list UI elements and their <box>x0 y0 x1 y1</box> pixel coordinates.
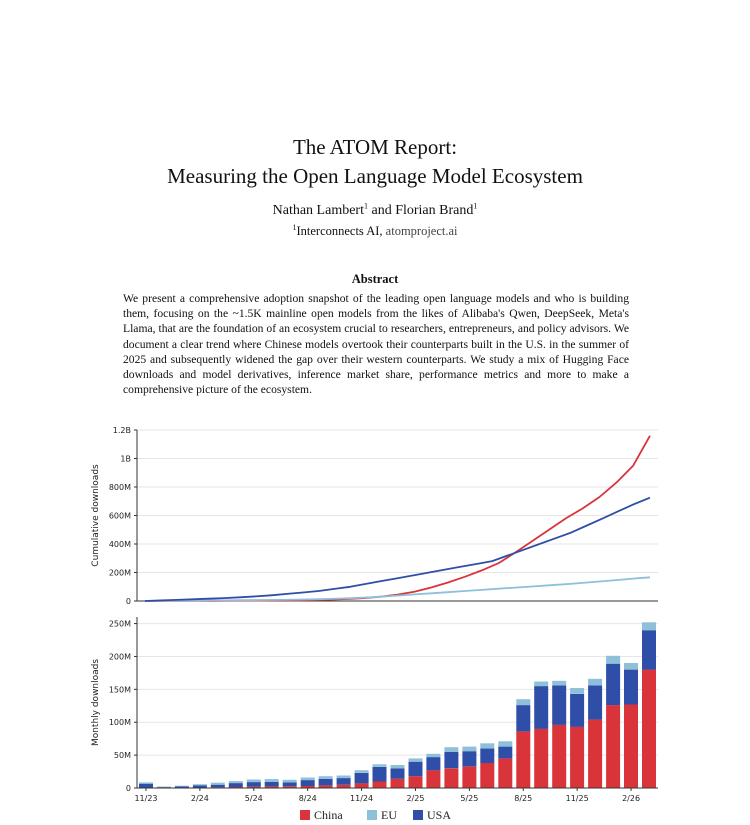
affiliation-mark: 1 <box>363 201 368 211</box>
x-tick-label: 2/26 <box>622 794 641 803</box>
bar-china <box>409 776 423 788</box>
bar-usa <box>534 686 548 729</box>
bar-usa <box>624 670 638 705</box>
author-name: Nathan Lambert <box>272 203 364 218</box>
bar-eu <box>642 622 656 630</box>
bar-china <box>642 670 656 788</box>
bar-china <box>516 731 530 788</box>
x-tick-label: 5/24 <box>244 794 263 803</box>
bar-usa <box>480 749 494 764</box>
y-tick-label: 250M <box>108 619 131 629</box>
legend-swatch-eu <box>367 810 377 820</box>
y-tick-label: 0 <box>125 597 131 606</box>
bar-china <box>624 705 638 789</box>
bar-usa <box>570 694 584 727</box>
affiliation-mark: 1 <box>473 201 478 211</box>
bar-eu <box>534 682 548 687</box>
bar-usa <box>462 751 476 766</box>
bar-eu <box>426 754 440 757</box>
y-tick-label: 150M <box>108 685 131 695</box>
author-connector: and <box>367 203 396 218</box>
x-tick-label: 11/25 <box>565 794 589 803</box>
bar-eu <box>355 770 369 773</box>
x-tick-label: 11/23 <box>134 794 158 803</box>
bar-china <box>534 729 548 788</box>
bar-eu <box>391 765 405 768</box>
x-tick-label: 8/24 <box>298 794 317 803</box>
bar-eu <box>552 681 566 686</box>
bar-usa <box>247 782 261 787</box>
abstract-heading: Abstract <box>351 272 399 286</box>
y-tick-label: 400M <box>108 540 131 549</box>
bar-china <box>588 720 602 788</box>
bar-china <box>355 783 369 788</box>
bar-eu <box>606 656 620 664</box>
bar-china <box>462 766 476 788</box>
y-tick-label: 50M <box>113 751 131 761</box>
y-tick-label: 200M <box>108 568 131 578</box>
bar-usa <box>355 773 369 784</box>
bar-usa <box>642 630 656 670</box>
bar-usa <box>265 782 279 787</box>
bar-usa <box>337 778 351 785</box>
bar-usa <box>409 762 423 777</box>
bar-eu <box>444 747 458 752</box>
bar-usa <box>516 705 530 731</box>
legend-swatch-china <box>300 810 310 820</box>
bar-china <box>391 779 405 788</box>
bar-china <box>480 763 494 788</box>
legend-label: EU <box>381 808 397 822</box>
y-axis-label: Cumulative downloads <box>91 464 101 567</box>
bar-usa <box>211 785 225 788</box>
bar-eu <box>301 778 315 781</box>
y-tick-label: 800M <box>108 483 131 492</box>
paper-title-line2: Measuring the Open Language Model Ecosystem <box>167 164 583 188</box>
x-tick-label: 11/24 <box>350 794 374 803</box>
bar-eu <box>588 679 602 686</box>
bar-usa <box>373 767 387 782</box>
bar-usa <box>319 779 333 786</box>
bar-eu <box>229 781 243 783</box>
author-name: Florian Brand <box>395 203 474 218</box>
bar-eu <box>247 780 261 783</box>
x-tick-label: 8/25 <box>514 794 533 803</box>
affiliation-link[interactable]: atomproject.ai <box>385 224 458 238</box>
bar-eu <box>265 779 279 782</box>
bar-eu <box>462 747 476 752</box>
bar-eu <box>498 741 512 746</box>
bar-china <box>444 768 458 788</box>
bar-usa <box>139 784 153 788</box>
bar-eu <box>193 784 207 785</box>
legend-swatch-usa <box>413 810 423 820</box>
bar-usa <box>606 664 620 705</box>
bar-eu <box>139 782 153 783</box>
bar-usa <box>301 780 315 786</box>
bar-eu <box>175 786 189 787</box>
y-tick-label: 600M <box>108 511 131 521</box>
x-tick-label: 2/24 <box>190 794 209 803</box>
bar-usa <box>498 747 512 759</box>
bar-usa <box>444 752 458 768</box>
y-tick-label: 1B <box>120 454 131 464</box>
bar-china <box>498 758 512 788</box>
bar-china <box>373 781 387 788</box>
bar-usa <box>426 757 440 770</box>
bar-eu <box>319 776 333 779</box>
bar-eu <box>516 699 530 705</box>
x-tick-label: 5/25 <box>460 794 479 803</box>
bar-usa <box>229 783 243 787</box>
bar-usa <box>552 685 566 725</box>
x-tick-label: 2/25 <box>406 794 425 803</box>
bar-eu <box>480 743 494 748</box>
bar-eu <box>337 776 351 779</box>
bar-eu <box>624 663 638 670</box>
legend-label: USA <box>427 808 452 822</box>
bar-usa <box>193 786 207 788</box>
y-tick-label: 1.2B <box>112 426 131 435</box>
paper-title-line1: The ATOM Report: <box>292 135 458 159</box>
bar-eu <box>283 780 297 783</box>
abstract-body: We present a comprehensive adoption snapshot of the leading open language models and who is building them, focusing on the ~1.5K mainline open models from the likes of Alibaba's Qwen, DeepSeek, Meta's Llama, that are the foundation of an ecosystem crucial to researchers, entrepreneurs, and policy advisors. We document a clear trend where Chinese models overtook their counterparts built in the U.S. in the summer of 2025 and subsequently widened the gap over their western counterparts. We study a mix of Hugging Face downloads and model derivatives, inference market share, performance metrics and more to make a comprehensive picture of the ecosystem. <box>123 292 629 397</box>
bar-usa <box>391 768 405 779</box>
bar-eu <box>157 787 171 788</box>
bar-china <box>426 770 440 788</box>
bar-usa <box>588 685 602 719</box>
bar-eu <box>409 758 423 761</box>
y-axis-label: Monthly downloads <box>91 658 101 747</box>
bar-usa <box>283 782 297 786</box>
y-tick-label: 0 <box>125 784 131 793</box>
affiliation-name: Interconnects AI, <box>296 224 386 238</box>
bar-eu <box>570 688 584 694</box>
bar-china <box>570 727 584 788</box>
y-tick-label: 100M <box>108 718 131 728</box>
series-line-china <box>145 436 650 601</box>
bar-eu <box>373 764 387 767</box>
affiliation-mark: 1 <box>292 222 297 232</box>
legend-label: China <box>314 808 343 822</box>
bar-china <box>552 725 566 788</box>
bar-china <box>606 705 620 788</box>
y-tick-label: 200M <box>108 652 131 662</box>
bar-eu <box>211 783 225 785</box>
